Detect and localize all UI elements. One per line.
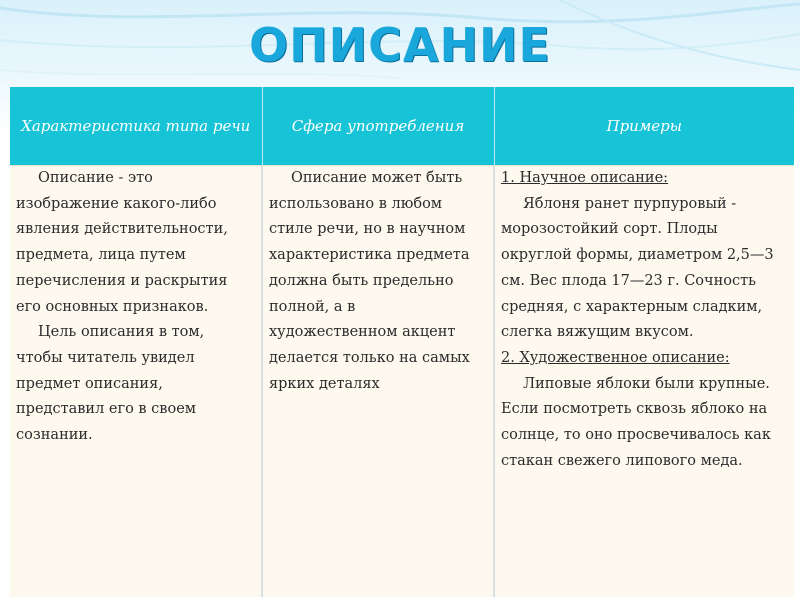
artistic-heading: 2. Художественное описание: bbox=[501, 349, 730, 366]
definition-text: Описание - это изображение какого-либо явления действительности, предмета, лица путем перечисления и раскрытия его основных признаков. bbox=[16, 170, 228, 315]
page-title: ОПИСАНИЕ bbox=[249, 18, 551, 72]
cell-examples bbox=[494, 166, 794, 598]
header-examples: Примеры bbox=[494, 87, 794, 166]
scientific-heading: 1. Научное описание: bbox=[501, 170, 669, 186]
header-usage-sphere: Сфера употребления bbox=[262, 87, 494, 166]
usage-text: Описание может быть использовано в любом стиле речи, но в научном характеристика предмета должна быть предельно полной, а в художественном акцент делается только на самых ярких деталях bbox=[269, 170, 470, 392]
header-characteristic: Характеристика типа речи bbox=[10, 87, 262, 166]
description-table bbox=[10, 87, 794, 597]
content-row bbox=[10, 166, 794, 598]
artistic-text: Липовые яблоки были крупные. Если посмотреть сквозь яблоко на солнце, то оно просвечивалось как стакан свежего липового меда. bbox=[501, 375, 771, 469]
cell-characteristic bbox=[10, 166, 262, 598]
purpose-text: Цель описания в том, чтобы читатель увидел предмет описания, представил его в своем сознании. bbox=[16, 324, 205, 444]
cell-usage-sphere bbox=[262, 166, 494, 598]
header-row bbox=[10, 87, 794, 166]
scientific-text: Яблоня ранет пурпуровый - морозостойкий сорт. Плоды округлой формы, диаметром 2,5—3 см. Вес плода 17—23 г. Сочность средняя, с характерным сладким, слегка вяжущим вкусом. bbox=[501, 195, 774, 341]
